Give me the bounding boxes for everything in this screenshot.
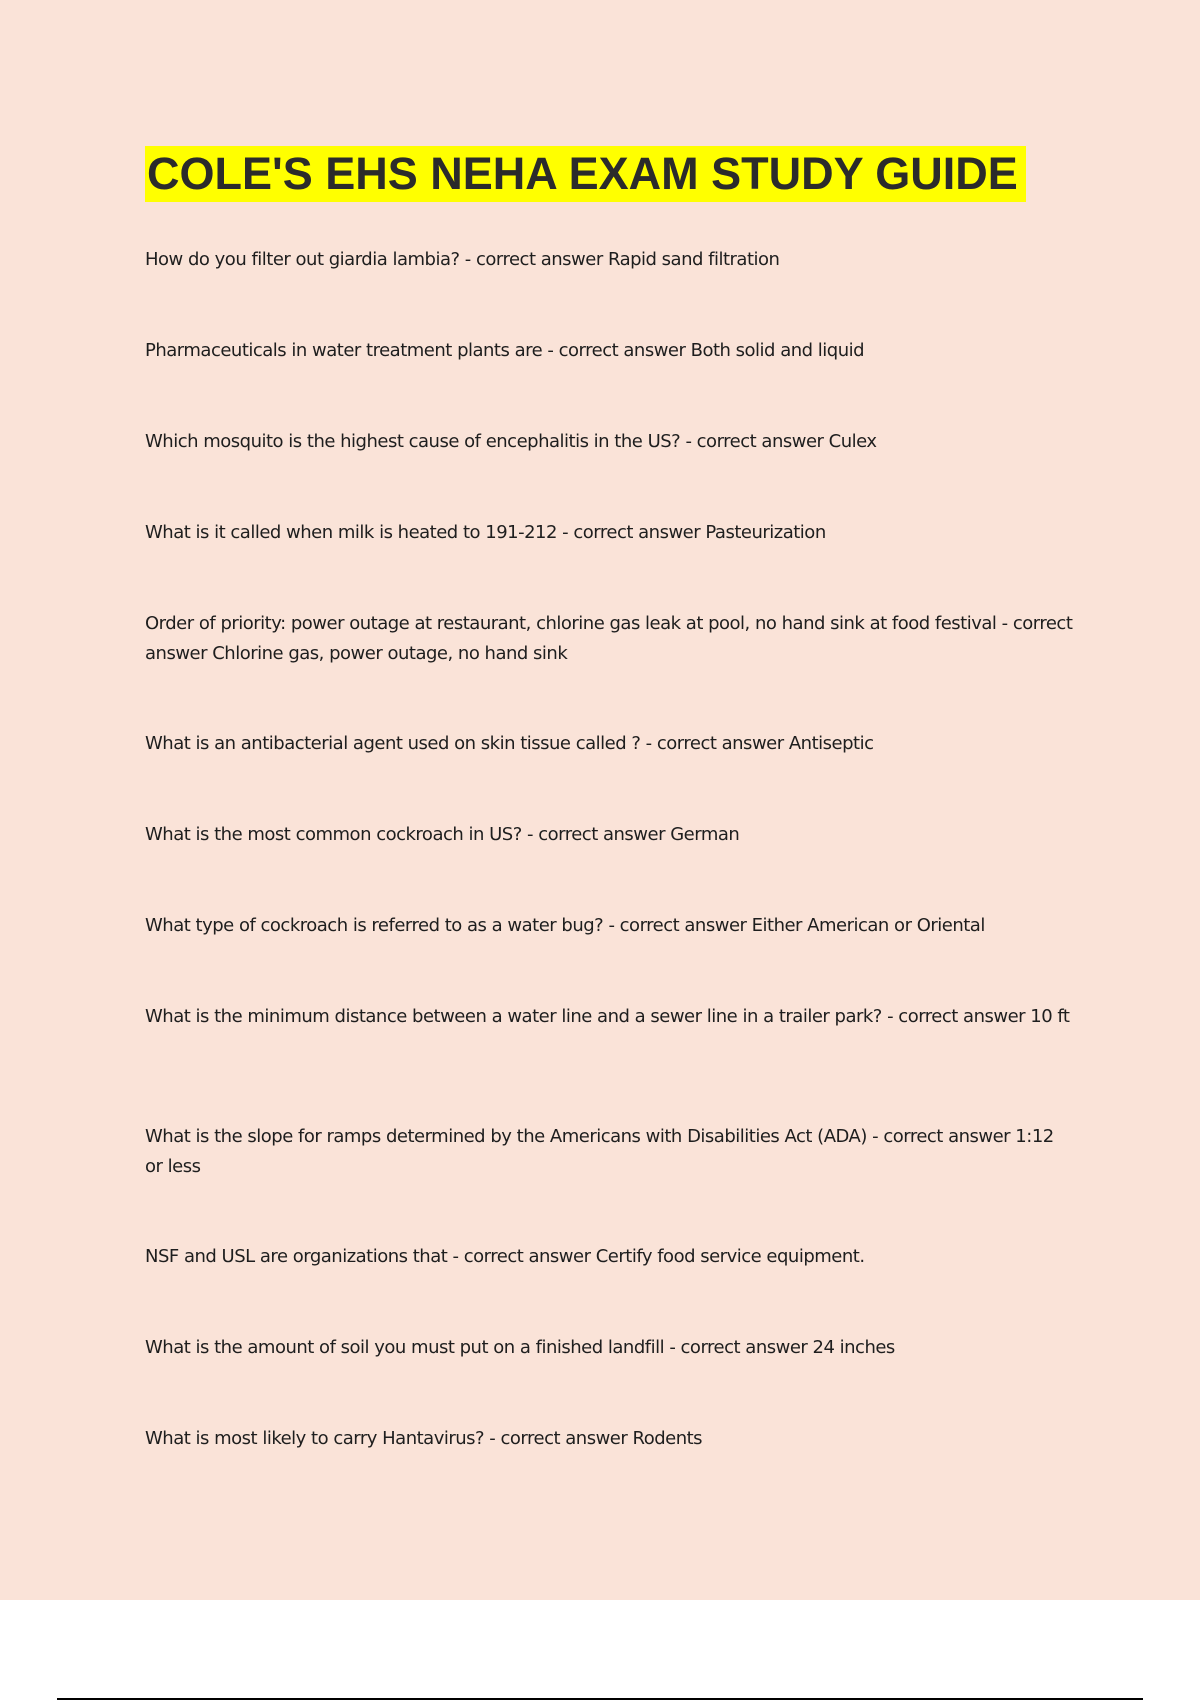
qa-item-11: NSF and USL are organizations that - correct answer Certify food service equipment. [145, 1246, 865, 1267]
qa-item-7: What is the most common cockroach in US? - correct answer German [145, 824, 740, 845]
qa-item-8: What type of cockroach is referred to as a water bug? - correct answer Either American or Oriental [145, 915, 985, 936]
qa-item-5: Order of priority: power outage at restaurant, chlorine gas leak at pool, no hand sink at food festival - correct answer Chlorine gas, power outage, no hand sink [145, 613, 1073, 664]
document-title: COLE'S EHS NEHA EXAM STUDY GUIDE [145, 146, 1026, 202]
qa-item-1: How do you filter out giardia lambia? - correct answer Rapid sand filtration [145, 249, 780, 270]
qa-item-12: What is the amount of soil you must put on a finished landfill - correct answer 24 inches [145, 1337, 895, 1358]
qa-item-3: Which mosquito is the highest cause of encephalitis in the US? - correct answer Culex [145, 431, 877, 452]
qa-item-10: What is the slope for ramps determined by the Americans with Disabilities Act (ADA) - correct answer 1:12 or less [145, 1126, 1054, 1177]
qa-item-6: What is an antibacterial agent used on skin tissue called ? - correct answer Antiseptic [145, 733, 874, 754]
qa-item-4: What is it called when milk is heated to 191-212 - correct answer Pasteurization [145, 522, 826, 543]
qa-item-13: What is most likely to carry Hantavirus? - correct answer Rodents [145, 1428, 703, 1449]
qa-item-9: What is the minimum distance between a water line and a sewer line in a trailer park? - correct answer 10 ft [145, 1006, 1070, 1027]
qa-item-2: Pharmaceuticals in water treatment plants are - correct answer Both solid and liquid [145, 340, 865, 361]
title-highlight [145, 146, 1026, 202]
